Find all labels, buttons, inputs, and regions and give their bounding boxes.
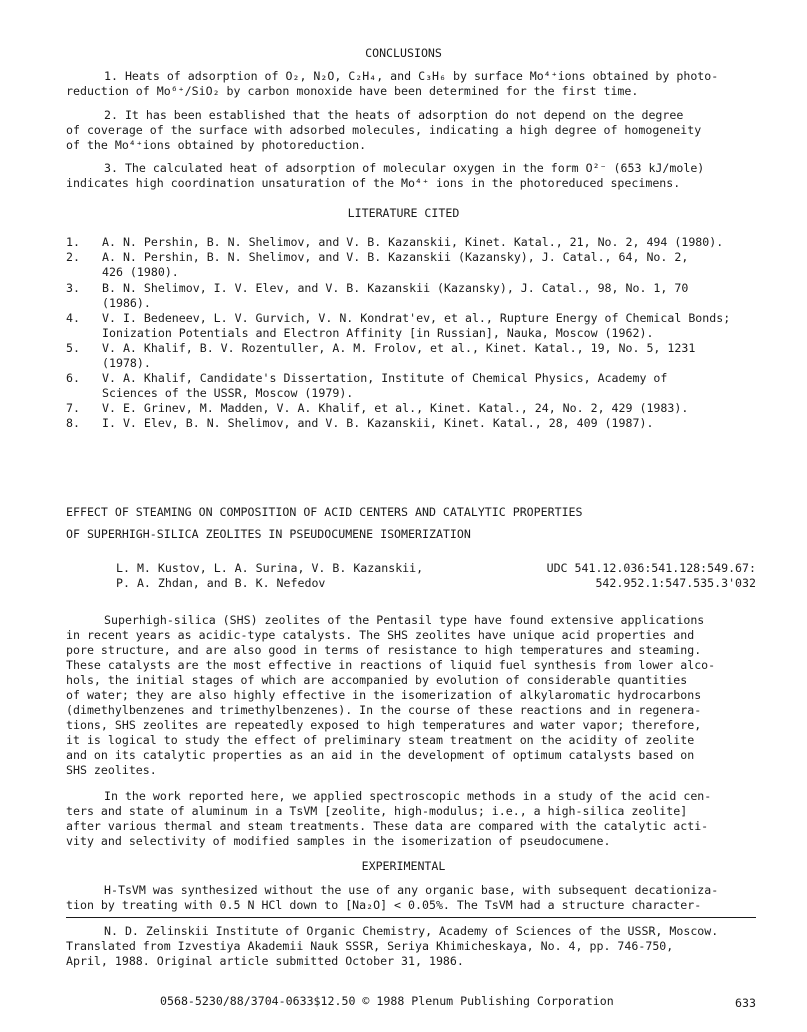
reference-text: V. A. Khalif, B. V. Rozentuller, A. M. Frolov, et al., Kinet. Katal., 19, No. 5, 1231 (1978). [102, 341, 696, 370]
reference-number: 1. [66, 235, 80, 249]
reference-number: 2. [66, 250, 80, 264]
article-authors: L. M. Kustov, L. A. Surina, V. B. Kazanskii, P. A. Zhdan, and B. K. Nefedov [116, 561, 424, 590]
reference-number: 8. [66, 416, 80, 430]
literature-heading: LITERATURE CITED [347, 206, 460, 220]
reference-number: 5. [66, 341, 80, 355]
conclusions-heading: CONCLUSIONS [365, 46, 442, 60]
page-number: 633 [735, 996, 756, 1010]
reference-text: I. V. Elev, B. N. Shelimov, and V. B. Kazanskii, Kinet. Katal., 28, 409 (1987). [102, 416, 654, 430]
reference-number: 7. [66, 401, 80, 415]
udc-code: UDC 541.12.036:541.128:549.67: 542.952.1:547.535.3'032 [546, 561, 756, 590]
copyright-line: 0568-5230/88/3704-0633$12.50 © 1988 Plenum Publishing Corporation [160, 994, 614, 1008]
conclusion-item-1: 1. Heats of adsorption of O₂, N₂O, C₂H₄, and C₃H₆ by surface Mo⁴⁺ions obtained by photo- reduction of Mo⁶⁺/SiO₂ by carbon monoxide have been determined for the first time. [66, 69, 719, 98]
footnote: N. D. Zelinskii Institute of Organic Chemistry, Academy of Sciences of the USSR, Moscow. Translated from Izvestiya Akademii Nauk SSSR, Seriya Khimicheskaya, No. 4, pp. 746-750, April, 1988. Original article submitted October 31, 1986. [66, 924, 719, 968]
reference-text: V. A. Khalif, Candidate's Dissertation, Institute of Chemical Physics, Academy of Sciences of the USSR, Moscow (1979). [102, 371, 668, 400]
reference-number: 6. [66, 371, 80, 385]
article-title-line-2: OF SUPERHIGH-SILICA ZEOLITES IN PSEUDOCUMENE ISOMERIZATION [66, 527, 471, 541]
experimental-heading: EXPERIMENTAL [361, 859, 446, 873]
work-paragraph: In the work reported here, we applied spectroscopic methods in a study of the acid cen- ters and state of aluminum in a TsVM [zeolite, high-modulus; i.e., a high-silica zeolite] after various thermal and steam treatments. These data are compared with the catalytic acti- vity and selectivity of modified samples in the isomerization of pseudocumene. [66, 789, 712, 848]
experimental-paragraph: H-TsVM was synthesized without the use of any organic base, with subsequent decationiza- tion by treating with 0.5 N HCl down to [Na₂O] < 0.05%. The TsVM had a structure character- [66, 883, 719, 912]
reference-number: 3. [66, 281, 80, 295]
reference-number: 4. [66, 311, 80, 325]
article-title-line-1: EFFECT OF STEAMING ON COMPOSITION OF ACID CENTERS AND CATALYTIC PROPERTIES [66, 505, 583, 519]
reference-text: A. N. Pershin, B. N. Shelimov, and V. B. Kazanskii, Kinet. Katal., 21, No. 2, 494 (1980). [102, 235, 724, 249]
intro-paragraph: Superhigh-silica (SHS) zeolites of the Pentasil type have found extensive applications in recent years as acidic-type catalysts. The SHS zeolites have unique acid properties and pore structure, and are also good in terms of resistance to high temperatures and steaming. These catalysts are the most effective in reactions of liquid fuel synthesis from lower alco- hols, the initial stages of which are accompanied by evolution of considerable quantities of water; they are also highly effective in the isomerization of alkylaromatic hydrocarbons (dimethylbenzenes and trimethylbenzenes). In the course of these reactions and in regenera- tions, SHS zeolites are repeatedly exposed to high temperatures and water vapor; therefore, it is logical to study the effect of preliminary steam treatment on the acidity of zeolite and on its catalytic properties as an aid in the development of optimum catalysts based on SHS zeolites. [66, 613, 716, 777]
reference-text: B. N. Shelimov, I. V. Elev, and V. B. Kazanskii (Kazansky), J. Catal., 98, No. 1, 70 (1986). [102, 281, 689, 310]
footnote-divider [66, 917, 756, 918]
conclusion-item-3: 3. The calculated heat of adsorption of molecular oxygen in the form O²⁻ (653 kJ/mole) indicates high coordination unsaturation of the Mo⁴⁺ ions in the photoreduced specimens. [66, 161, 705, 190]
reference-text: V. I. Bedeneev, L. V. Gurvich, V. N. Kondrat'ev, et al., Rupture Energy of Chemical Bonds; Ionization Potentials and Electron Affinity [in Russian], Nauka, Moscow (1962). [102, 311, 731, 340]
reference-text: V. E. Grinev, M. Madden, V. A. Khalif, et al., Kinet. Katal., 24, No. 2, 429 (1983). [102, 401, 689, 415]
reference-text: A. N. Pershin, B. N. Shelimov, and V. B. Kazanskii (Kazansky), J. Catal., 64, No. 2, 426 (1980). [102, 250, 689, 279]
conclusion-item-2: 2. It has been established that the heats of adsorption do not depend on the degree of coverage of the surface with adsorbed molecules, indicating a high degree of homogeneity of the Mo⁴⁺ions obtained by photoreduction. [66, 108, 702, 152]
